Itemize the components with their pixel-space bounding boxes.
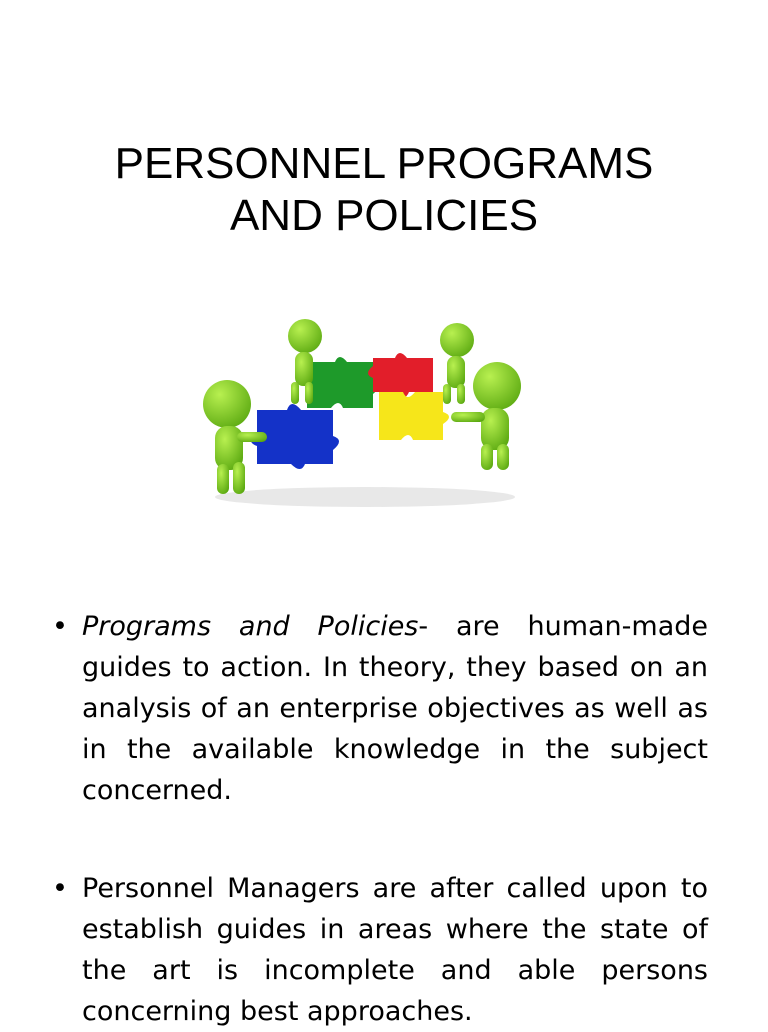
figure-left xyxy=(203,380,267,494)
puzzle-illustration xyxy=(195,312,535,512)
bullet-marker: • xyxy=(52,611,68,642)
figure-top-right xyxy=(440,323,474,404)
green-puzzle-piece xyxy=(307,357,378,408)
yellow-puzzle-piece xyxy=(379,392,449,440)
red-puzzle-piece xyxy=(368,353,433,397)
bullet-text: - are human-made guides to action. In theory, they based on an analysis of an enterprise objectives as well as in the available knowledge in the subject concerned. xyxy=(82,611,708,806)
slide-title-line-1: PERSONNEL PROGRAMS xyxy=(114,139,654,188)
bullet-text: Personnel Managers are after called upon to establish guides in areas where the state of the art is incomplete and able persons concerning best approaches. xyxy=(82,873,708,1027)
bullet-list xyxy=(52,606,708,1032)
bullet-marker: • xyxy=(52,873,68,904)
slide-title-line-2: AND POLICIES xyxy=(229,191,539,240)
bullet-item-personnel-managers xyxy=(52,868,708,1032)
bullet-item-programs-policies xyxy=(52,606,708,811)
slide-title xyxy=(0,138,768,242)
bullet-term: Programs and Policies xyxy=(82,611,419,642)
people-assembling-puzzle-icon xyxy=(195,312,535,512)
